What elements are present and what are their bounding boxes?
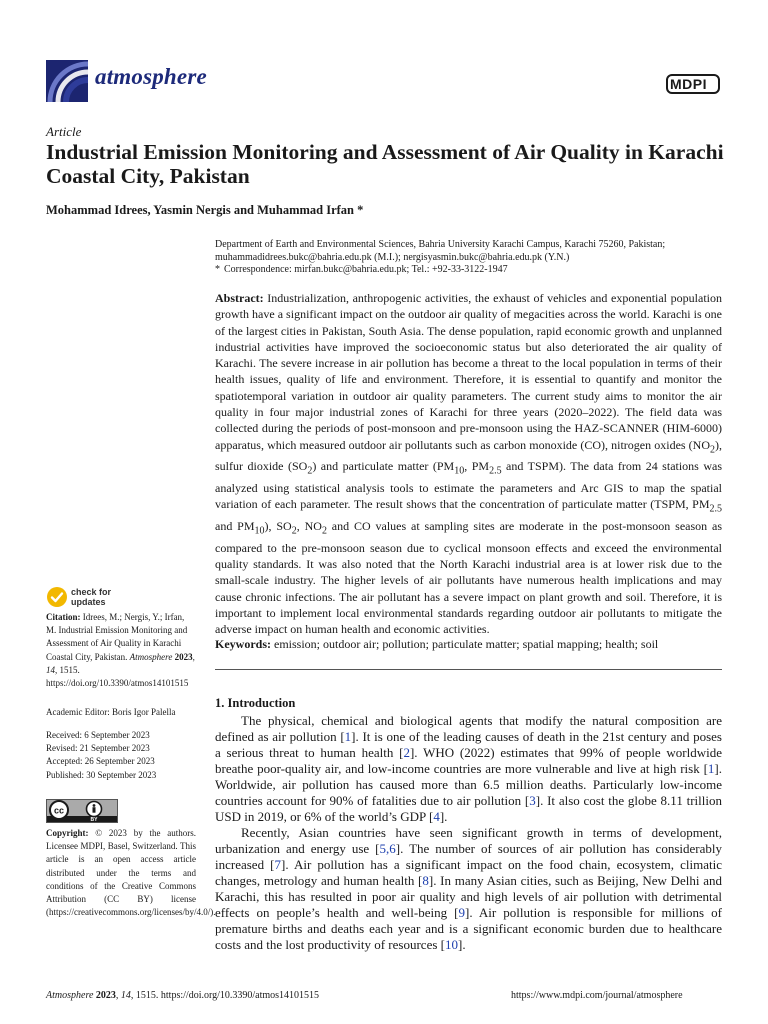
text: ]. <box>457 937 466 952</box>
correspondence-star: * <box>215 264 220 275</box>
footer-doi: , 1515. https://doi.org/10.3390/atmos14101515 <box>130 990 320 1001</box>
abstract-text: ), sulfur dioxide (SO <box>215 437 722 474</box>
subscript: 2.5 <box>709 503 722 515</box>
copyright-label: Copyright: <box>46 828 89 838</box>
copyright-notice <box>46 827 216 919</box>
check-updates-label <box>71 587 111 607</box>
citation-text: Idrees, M.; Nergis, Y.; Irfan, M. Industrial Emission Monitoring and Assessment of Air Quality in Karachi Coastal City, Pakistan. <box>46 612 188 662</box>
citation-link[interactable]: 2 <box>403 745 410 760</box>
article-type: Article <box>46 124 82 139</box>
citation-label: Citation: <box>46 612 81 622</box>
subscript: 2 <box>307 465 313 477</box>
journal-name: atmosphere <box>95 64 207 89</box>
abstract-label: Abstract: <box>215 291 264 305</box>
check-for-updates-badge[interactable] <box>46 586 156 608</box>
citation-link[interactable]: 10 <box>444 937 458 952</box>
abstract-text: ) and particulate matter (PM <box>312 459 455 474</box>
text: ]. Worldwide, air pollution has caused more than 6.5 million deaths. Particularly low-income countries account for 90% of fatalities due to air pollution [ <box>215 761 722 808</box>
intro-paragraph <box>215 825 722 953</box>
abstract-text: and CO values at sampling sites are moderate in the post-monsoon season as compared to the pre-monsoon season due to cyclical monsoon effects and exceed the environmental quality standards. It was also noted that the North Karachi industrial area is at lower risk due to the small-scale industry. The higher levels of air pollutants have numerous health implications and may cause chronic infections. The air pollutant has a severe impact on plant growth and soil. Therefore, it is important to implement local environmental standards regarding outdoor air pollutants to mitigate the adverse impact on human health and economic activities. <box>215 519 723 637</box>
text: ]. Air pollution is responsible for millions of premature births and deaths each year and is a significant economic burden due to healthcare costs and the lost productivity of resources [ <box>215 905 722 952</box>
academic-editor: Academic Editor: Boris Igor Palella <box>46 707 176 717</box>
journal-logo-icon <box>46 60 88 102</box>
citation-link[interactable]: 7 <box>274 857 282 872</box>
abstract-text: Industrialization, anthropogenic activities, the exhaust of vehicles and exponential population growth have a significant impact on the outdoor air quality of megacities across the world. Karachi is one of the largest cities in Pakistan, South Asia. The dense population, rapid economic growth and unplanned industrial activities have improved the socioeconomic status but also deteriorated the air quality of Karachi. The severe increase in air pollution has become a threat to the local population in terms of their health issues, quality of life and environment. Therefore, it is essential to quantify and monitor the spatiotemporal variation in outdoor air quality parameters. The current study aims to monitor the air quality in four major industrial zones of Karachi for three years (2020–2022). The field data was collected during the periods of post-monsoon and pre-monsoon using the HAZ-SCANNER (HIM-6000) apparatus, which measured outdoor air pollutants such as carbon monoxide (CO), nitrogen oxides (NO <box>215 291 722 452</box>
footer-volume: , 14 <box>115 990 131 1001</box>
citation-link[interactable]: 9 <box>458 905 465 920</box>
citation-volume: , 14 <box>46 651 195 675</box>
cc-by-license-badge[interactable] <box>46 799 118 823</box>
subscript: 2 <box>321 525 327 537</box>
subscript: 2.5 <box>489 465 502 477</box>
publisher-logo <box>664 72 726 98</box>
citation-block <box>46 611 196 690</box>
subscript: 10 <box>454 465 465 477</box>
check-updates-line: check for <box>71 587 112 597</box>
correspondence <box>215 264 508 275</box>
text: ]. WHO (2022) estimates that 99% of people worldwide breathe poor-quality air, and low-income countries are more vulnerable and live at high risk [ <box>215 745 723 776</box>
text: ]. It is one of the leading causes of death in the 21st century and poses a serious threat to human health [ <box>215 729 722 760</box>
correspondence-text: Correspondence: mirfan.bukc@bahria.edu.pk; Tel.: +92-33-3122-1947 <box>224 264 508 275</box>
paper-title: Industrial Emission Monitoring and Assessment of Air Quality in Karachi Coastal City, Pakistan <box>46 140 724 188</box>
citation-journal: Atmosphere <box>129 651 173 662</box>
date-received: Received: 6 September 2023 <box>46 730 150 740</box>
text: ]. Air pollution has a significant impact on the food chain, ecosystem, climatic changes, metrology and human health [ <box>215 857 722 888</box>
keywords-label: Keywords: <box>215 637 271 651</box>
citation-link[interactable]: 5,6 <box>379 841 396 856</box>
abstract-text: and TSPM). The data from 24 stations was analyzed using statistical analysis tools to estimate the parameters and Arc GIS to map the spatial variation of each parameter. The result shows that the concentration of particulate matter (TSPM, PM <box>215 459 723 512</box>
citation-link[interactable]: 3 <box>529 793 536 808</box>
subscript: 2 <box>291 525 297 537</box>
date-revised: Revised: 21 September 2023 <box>46 743 150 754</box>
citation-link[interactable]: 8 <box>422 873 429 888</box>
citation-doi: , 1515. https://doi.org/10.3390/atmos14101515 <box>46 664 189 689</box>
subscript: 10 <box>254 525 265 537</box>
text: ]. <box>439 809 448 824</box>
cc-by-icon <box>47 800 117 822</box>
publication-dates <box>46 729 196 782</box>
text: ]. The number of sources of air pollution has considerably increased [ <box>215 841 722 872</box>
text: ]. It also cost the globe 8.11 trillion USD in 2019, or 6% of the world’s GDP [ <box>215 793 722 824</box>
abstract-text: , NO <box>296 519 322 534</box>
cc-by-text: BY <box>90 817 98 822</box>
author-list: Mohammad Idrees, Yasmin Nergis and Muhammad Irfan * <box>46 203 364 217</box>
abstract <box>215 290 722 638</box>
affiliation: Department of Earth and Environmental Sciences, Bahria University Karachi Campus, Karachi 75260, Pakistan; muhammadidrees.bukc@bahria.edu.pk (M.I.); nergisyasmin.bukc@bahria.edu.pk (Y.N.) <box>215 239 666 263</box>
text: Recently, Asian countries have seen significant growth in terms of development, urbanization and energy use [ <box>215 825 722 856</box>
citation-link[interactable]: 4 <box>433 809 440 824</box>
footer-citation <box>46 990 319 1001</box>
footer-journal-url[interactable]: https://www.mdpi.com/journal/atmosphere <box>511 990 683 1001</box>
footer-year: 2023 <box>93 990 116 1001</box>
citation-year: 2023 <box>172 651 193 662</box>
abstract-text: and PM <box>215 519 255 534</box>
publisher-logo-text: MDPI <box>670 76 707 92</box>
abstract-text: , PM <box>464 459 490 474</box>
section-heading: 1. Introduction <box>215 696 296 710</box>
citation-link[interactable]: 1 <box>344 729 352 744</box>
subscript: 2 <box>710 444 715 456</box>
citation-link[interactable]: 1 <box>707 761 715 776</box>
text: The physical, chemical and biological agents that modify the natural composition are defined as air pollution [ <box>215 713 722 744</box>
check-updates-icon <box>46 586 68 608</box>
date-accepted: Accepted: 26 September 2023 <box>46 756 155 767</box>
divider <box>215 669 722 670</box>
text: ]. In many Asian cities, such as Beijing, New Delhi and Karachi, this has resulted in poor air quality and high levels of air pollution with detrimental effects on people’s health and well-being [ <box>215 873 722 920</box>
svg-text:cc: cc <box>53 805 65 816</box>
keywords-text: emission; outdoor air; pollution; particulate matter; spatial mapping; health; soil <box>271 637 659 651</box>
check-updates-line: updates <box>71 597 106 607</box>
copyright-text: © 2023 by the authors. Licensee MDPI, Basel, Switzerland. This article is an open access article distributed under the terms and conditions of the Creative Commons Attribution (CC BY) license (https://creativecommons.org/licenses/by/4.0/). <box>46 828 216 918</box>
keywords <box>215 636 722 652</box>
footer-journal: Atmosphere <box>46 990 94 1001</box>
abstract-text: ), SO <box>264 519 292 534</box>
date-published: Published: 30 September 2023 <box>46 769 157 780</box>
intro-paragraph <box>215 713 722 825</box>
introduction-body <box>215 713 722 953</box>
